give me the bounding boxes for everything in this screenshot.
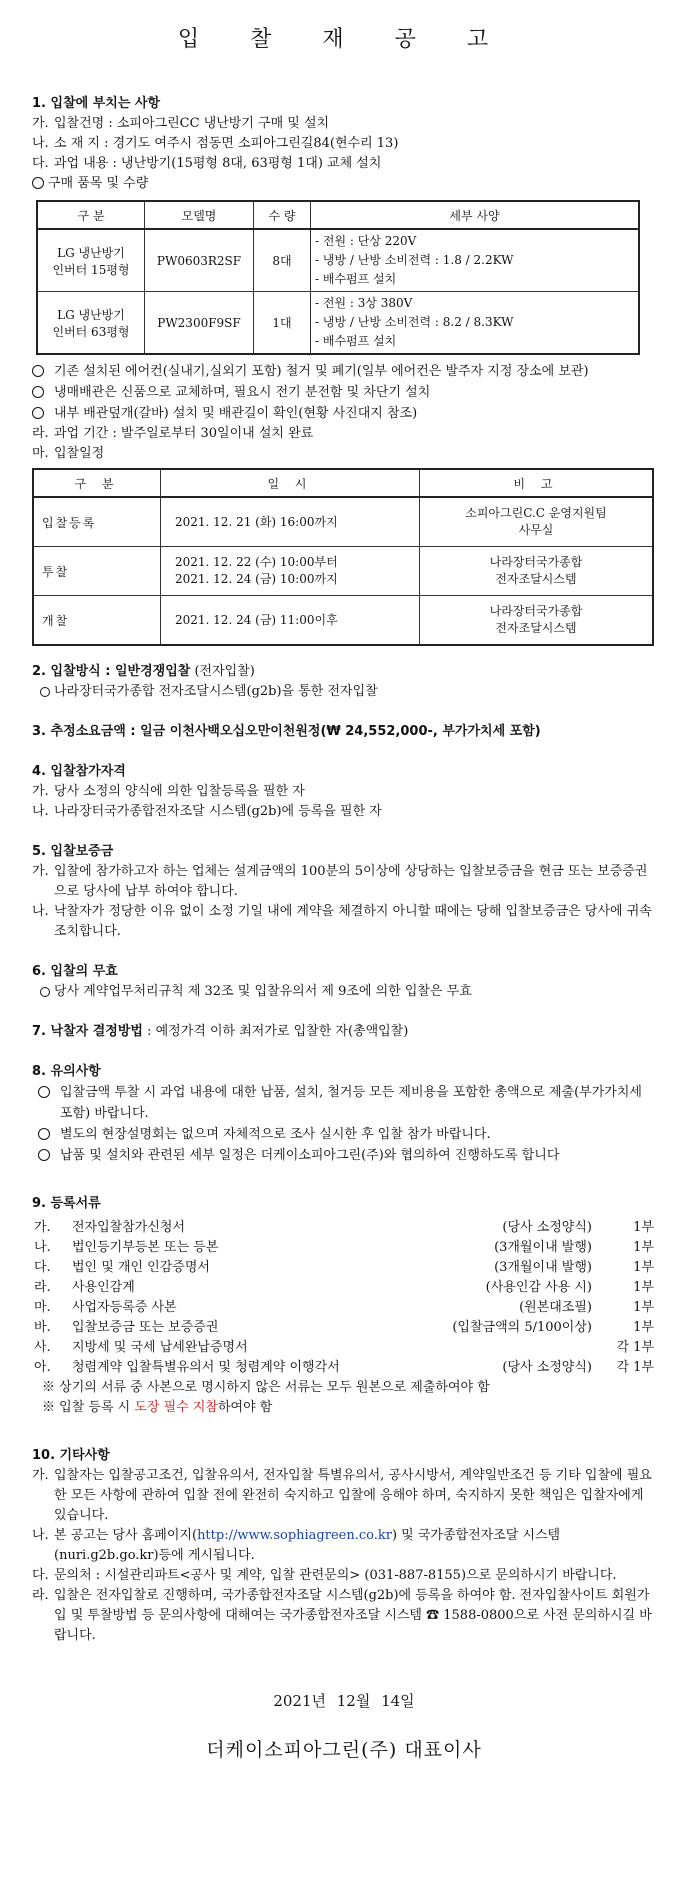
- circle-bullet-icon: [32, 177, 44, 189]
- s9-star-note: ※ 상기의 서류 중 사본으로 명시하지 않은 서류는 모두 원본으로 제출하여야 함: [42, 1380, 490, 1395]
- item-spec: - 전원 : 3상 380V - 냉방 / 난방 소비전력 : 8.2 / 8.3KW - 배수펌프 설치: [311, 292, 640, 355]
- table-header: 비 고: [420, 469, 654, 497]
- s1-schedule-title: 마. 입찰일정: [32, 446, 105, 461]
- doc-row: 다. 법인 및 개인 인감증명서 (3개월이내 발행) 1부: [34, 1260, 654, 1275]
- section-10-heading: 10. 기타사항: [32, 1448, 110, 1463]
- doc-row: 가. 전자입찰참가신청서 (당사 소정양식) 1부: [34, 1220, 654, 1235]
- s5-line: 가. 입찰에 참가하고자 하는 업체는 설계금액의 100분의 5이상에 상당하는 입찰보증금을 현금 또는 보증증권으로 당사에 납부 하여야 합니다.: [32, 864, 648, 899]
- s1-note: 기존 설치된 에어컨(실내기,실외기 포함) 철거 및 폐기(일부 에어컨은 발주자 지정 장소에 보관): [32, 361, 656, 382]
- page-title: 입 찰 재 공 고: [177, 27, 511, 52]
- table-header: 수 량: [254, 201, 311, 229]
- item-category: LG 냉난방기 인버터 15평형: [37, 229, 145, 292]
- table-header: 구 분: [33, 469, 161, 497]
- schedule-datetime: 2021. 12. 22 (수) 10:00부터 2021. 12. 24 (금) 10:00까지: [161, 547, 420, 596]
- s8-note: 별도의 현장설명회는 없으며 자체적으로 조사 실시한 후 입찰 참가 바랍니다.: [32, 1124, 656, 1145]
- homepage-link[interactable]: http://www.sophiagreen.co.kr: [197, 1528, 392, 1543]
- section-9-heading: 9. 등록서류: [32, 1196, 101, 1211]
- section-5-heading: 5. 입찰보증금: [32, 844, 114, 859]
- item-model: PW2300F9SF: [145, 292, 254, 355]
- notice-date: 2021년 12월 14일: [273, 1692, 415, 1710]
- table-header: 일 시: [161, 469, 420, 497]
- doc-row: 라. 사용인감계 (사용인감 사용 시) 1부: [34, 1280, 654, 1295]
- s2-line: 나라장터국가종합 전자조달시스템(g2b)을 통한 전자입찰: [32, 682, 656, 702]
- table-row: [37, 229, 639, 292]
- s10-line: 다. 문의처 : 시설관리파트<공사 및 계약, 입찰 관련문의> (031-887-8155)으로 문의하시기 바랍니다.: [32, 1568, 617, 1583]
- table-row: [33, 497, 653, 547]
- s8-note: 입찰금액 투찰 시 과업 내용에 대한 납품, 설치, 철거등 모든 제비용을 포함한 총액으로 제출(부가가치세 포함) 바랍니다.: [32, 1082, 656, 1124]
- stamp-required-highlight: 도장 필수 지참: [134, 1400, 218, 1415]
- item-model: PW0603R2SF: [145, 229, 254, 292]
- item-spec: - 전원 : 단상 220V - 냉방 / 난방 소비전력 : 1.8 / 2.2KW - 배수펌프 설치: [311, 229, 640, 292]
- s8-note: 납품 및 설치와 관련된 세부 일정은 더케이소피아그린(주)와 협의하여 진행하도록 합니다: [32, 1145, 656, 1166]
- table-header: 모델명: [145, 201, 254, 229]
- section-6-heading: 6. 입찰의 무효: [32, 964, 118, 979]
- table-row: [33, 596, 653, 646]
- s1-note: 냉매배관은 신품으로 교체하며, 필요시 전기 분전함 및 차단기 설치: [32, 382, 656, 403]
- item-category: LG 냉난방기 인버터 63평형: [37, 292, 145, 355]
- s10-line: 가. 입찰자는 입찰공고조건, 입찰유의서, 전자입찰 특별유의서, 공사시방서, 계약일반조건 등 기타 입찰에 필요한 모든 사항에 관하여 입찰 전에 완전히 숙지하고 입찰에 응해야 하며, 숙지하지 못한 책임은 입찰자에게 있습니다.: [32, 1468, 652, 1523]
- items-table: [36, 200, 640, 355]
- section-2-heading: 2. 입찰방식 : 일반경쟁입찰 (전자입찰): [32, 664, 255, 679]
- table-header: 구 분: [37, 201, 145, 229]
- circle-bullet-icon: [38, 1128, 50, 1140]
- section-8-heading: 8. 유의사항: [32, 1064, 101, 1079]
- item-qty: 1대: [254, 292, 311, 355]
- s6-line: 당사 계약업무처리규칙 제 32조 및 입찰유의서 제 9조에 의한 입찰은 무효: [32, 982, 656, 1002]
- s9-star-note: ※ 입찰 등록 시 도장 필수 지참하여야 함: [42, 1400, 273, 1415]
- doc-row: 사. 지방세 및 국세 납세완납증명서 각 1부: [34, 1340, 654, 1355]
- s5-line: 나. 낙찰자가 정당한 이유 없이 소정 기일 내에 계약을 체결하지 아니할 때에는 당해 입찰보증금은 당사에 귀속 조치합니다.: [32, 904, 652, 939]
- schedule-remark: 나라장터국가종합 전자조달시스템: [420, 547, 654, 596]
- doc-row: 바. 입찰보증금 또는 보증증권 (입찰금액의 5/100이상) 1부: [34, 1320, 654, 1335]
- table-header: 세부 사양: [311, 201, 640, 229]
- doc-row: 나. 법인등기부등본 또는 등본 (3개월이내 발행) 1부: [34, 1240, 654, 1255]
- section-7-heading: 7. 낙찰자 결정방법 : 예정가격 이하 최저가로 입찰한 자(총액입찰): [32, 1024, 409, 1039]
- item-qty: 8대: [254, 229, 311, 292]
- circle-bullet-icon: [32, 386, 44, 398]
- doc-row: 마. 사업자등록증 사본 (원본대조필) 1부: [34, 1300, 654, 1315]
- circle-bullet-icon: [40, 987, 50, 997]
- s10-line: 나. 본 공고는 당사 홈페이지(http://www.sophiagreen.co.kr) 및 국가종합전자조달 시스템(nuri.g2b.go.kr)등에 게시됩니다.: [32, 1528, 561, 1563]
- table-row: [37, 292, 639, 355]
- circle-bullet-icon: [40, 687, 50, 697]
- schedule-table: [32, 468, 654, 646]
- schedule-category: 입찰등록: [33, 497, 161, 547]
- schedule-category: 투찰: [33, 547, 161, 596]
- s1-line-da: 다. 과업 내용 : 냉난방기(15평형 8대, 63평형 1대) 교체 설치: [32, 156, 382, 171]
- schedule-datetime: 2021. 12. 21 (화) 16:00까지: [161, 497, 420, 547]
- circle-bullet-icon: [38, 1086, 50, 1098]
- circle-bullet-icon: [32, 407, 44, 419]
- circle-bullet-icon: [32, 365, 44, 377]
- schedule-category: 개찰: [33, 596, 161, 646]
- s1-note: 내부 배관덮개(갈바) 설치 및 배관길이 확인(현황 사진대지 참조): [32, 403, 656, 424]
- s10-line: 라. 입찰은 전자입찰로 진행하며, 국가종합전자조달 시스템(g2b)에 등록을 하여야 함. 전자입찰사이트 회원가입 및 투찰방법 등 문의사항에 대해여는 국가종합전자조달 시스템 ☎ 1588-0800으로 사전 문의하시길 바랍니다.: [32, 1588, 652, 1643]
- s4-line: 나. 나라장터국가종합전자조달 시스템(g2b)에 등록을 필한 자: [32, 804, 382, 819]
- schedule-remark: 소피아그린C.C 운영지원팀 사무실: [420, 497, 654, 547]
- s4-line: 가. 당사 소정의 양식에 의한 입찰등록을 필한 자: [32, 784, 305, 799]
- schedule-remark: 나라장터국가종합 전자조달시스템: [420, 596, 654, 646]
- s1-line-na: 나. 소 재 지 : 경기도 여주시 점동면 소피아그린길84(현수리 13): [32, 136, 399, 151]
- signature-line: 더케이소피아그린(주) 대표이사: [206, 1739, 482, 1761]
- s1-period: 라. 과업 기간 : 발주일로부터 30일이내 설치 완료: [32, 426, 314, 441]
- s1-line-ga: 가. 입찰건명 : 소피아그린CC 냉난방기 구매 및 설치: [32, 116, 330, 131]
- doc-row: 아. 청렴계약 입찰특별유의서 및 청렴계약 이행각서 (당사 소정양식) 각 1부: [34, 1360, 654, 1375]
- table-row: [33, 547, 653, 596]
- section-4-heading: 4. 입찰참가자격: [32, 764, 126, 779]
- items-title: 구매 품목 및 수량: [32, 174, 656, 194]
- section-3-heading: 3. 추정소요금액 : 일금 이천사백오십오만이천원정(₩ 24,552,000-, 부가가치세 포함): [32, 724, 541, 739]
- schedule-datetime: 2021. 12. 24 (금) 11:00이후: [161, 596, 420, 646]
- circle-bullet-icon: [38, 1149, 50, 1161]
- section-1-heading: 1. 입찰에 부치는 사항: [32, 96, 161, 111]
